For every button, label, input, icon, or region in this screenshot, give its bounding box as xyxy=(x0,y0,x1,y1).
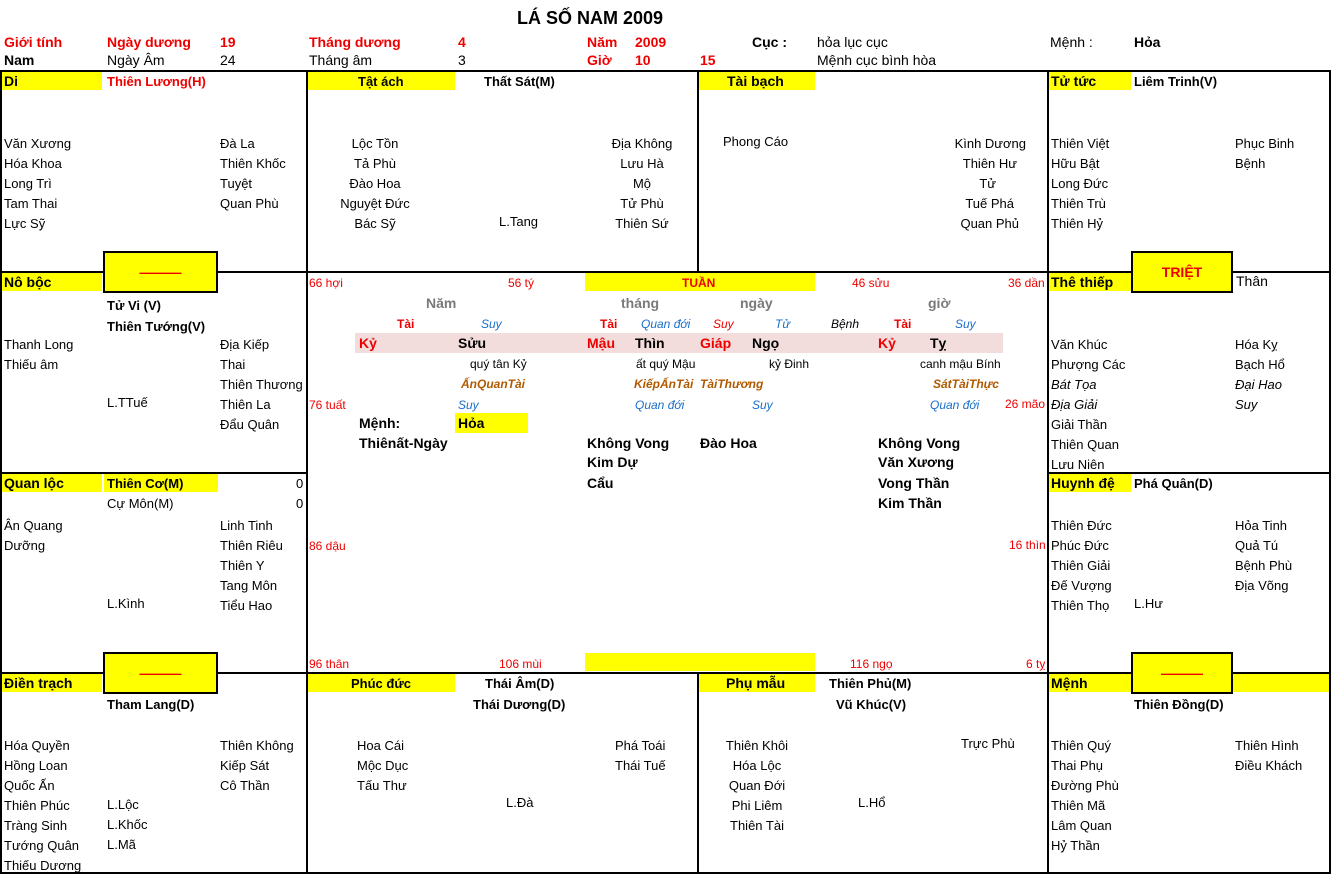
palace-no-boc-right: Địa Kiếp Thai Thiên Thương Thiên La Đẩu Quân xyxy=(220,337,303,432)
grid-line xyxy=(306,70,308,874)
palace-the-thiep-name: Thê thiếp xyxy=(1051,274,1114,290)
palace-quan-loc-star-1: Thiên Cơ(M) xyxy=(107,476,184,491)
cuc-label: Cục : xyxy=(752,34,787,50)
row1-cell: Tài xyxy=(397,317,415,331)
palace-huynh-de-mid: L.Hư xyxy=(1134,596,1163,611)
age-thin: 16 thìn xyxy=(1009,538,1046,552)
nam-label: Năm xyxy=(587,34,618,50)
grid-line xyxy=(697,672,699,874)
palace-huynh-de-main-star: Phá Quân(D) xyxy=(1134,476,1213,491)
palace-quan-loc-num-2: 0 xyxy=(296,496,304,511)
row5-cell: Suy xyxy=(752,398,773,412)
palace-the-thiep-left: Văn Khúc Phượng Các Bát Tọa Địa Giải Giải Thần Thiên Quan Lưu Niên xyxy=(1051,337,1126,472)
palace-phuc-duc-name: Phúc đức xyxy=(351,676,411,691)
row5-cell: Quan đới xyxy=(635,398,685,412)
page-title: LÁ SỐ NAM 2009 xyxy=(517,8,664,28)
extra-star: Kim Dự xyxy=(587,454,638,470)
ngay-am-value: 24 xyxy=(220,52,236,68)
extra-star: Đào Hoa xyxy=(700,435,757,451)
palace-dien-trach-right: Thiên Không Kiếp Sát Cô Thần xyxy=(220,738,294,793)
row5-cell: Suy xyxy=(458,398,479,412)
age-hoi: 66 hợi xyxy=(309,276,343,290)
palace-phuc-duc-right: Phá Toái Thái Tuế xyxy=(615,738,666,773)
center-menh-value: Hỏa xyxy=(458,415,485,431)
palace-quan-loc-name: Quan lộc xyxy=(4,475,64,491)
palace-di-right: Đà La Thiên Khốc Tuyệt Quan Phù xyxy=(220,136,286,211)
yellow-badge: ——— xyxy=(103,652,218,694)
row1-cell: Quan đới xyxy=(641,317,691,331)
palace-tai-bach-right: Kình Dương Thiên Hư Tử Tuế Phá Quan Phủ xyxy=(954,136,1026,231)
age-ty-bot: 6 tỵ xyxy=(1026,657,1046,671)
extra-star: Vong Thần xyxy=(878,475,950,491)
canchi-bar xyxy=(355,333,1003,353)
row1-cell: Tài xyxy=(600,317,618,331)
than-sat: ẤnQuanTài xyxy=(461,377,526,391)
palace-quan-loc-mid: L.Kình xyxy=(107,596,145,611)
palace-phu-mau-star-2: Vũ Khúc(V) xyxy=(836,697,907,712)
chi-nam: Sửu xyxy=(458,335,487,351)
palace-di-main-star: Thiên Lương(H) xyxy=(107,74,206,89)
palace-huynh-de-right: Hỏa Tinh Quả Tú Bệnh Phù Địa Võng xyxy=(1235,518,1293,593)
can-gio: Kỷ xyxy=(878,335,896,351)
thang-am-label: Tháng âm xyxy=(309,52,373,68)
menh-value: Hỏa xyxy=(1134,34,1161,50)
palace-di-name: Di xyxy=(4,73,18,89)
palace-no-boc-mid: L.TTuế xyxy=(107,395,148,410)
palace-quan-loc-left: Ân Quang Dưỡng xyxy=(4,518,63,553)
age-mui: 106 mùi xyxy=(499,657,542,671)
gio-b: 15 xyxy=(700,52,716,68)
palace-quan-loc-star-2: Cự Môn(M) xyxy=(107,496,174,511)
nam-value: 2009 xyxy=(635,34,667,50)
age-dan: 36 dần xyxy=(1008,276,1045,290)
row1-cell: Suy xyxy=(481,317,502,331)
palace-phu-mau-right: Trực Phù xyxy=(961,736,1015,751)
extra-star: Kim Thần xyxy=(878,495,942,511)
thang-am-value: 3 xyxy=(458,52,466,68)
palace-phuc-duc-star-1: Thái Âm(D) xyxy=(485,676,555,691)
gio-a: 10 xyxy=(635,52,651,68)
palace-the-thiep-right: Hóa Kỵ Bạch Hổ Đại Hao Suy xyxy=(1235,337,1285,412)
palace-menh-left: Thiên Quý Thai Phụ Đường Phù Thiên Mã Lâm Quan Hỷ Thần xyxy=(1051,738,1119,853)
cuc-value: hỏa lục cục xyxy=(817,34,888,50)
palace-dien-trach-name: Điền trạch xyxy=(4,675,73,691)
age-than: 96 thân xyxy=(309,657,350,671)
tang-nam: quý tân Kỷ xyxy=(470,357,527,371)
tang-thang: ất quý Mậu xyxy=(636,357,696,371)
menh-cuc: Mệnh cục bình hòa xyxy=(817,52,937,68)
extra-star: Văn Xương xyxy=(878,454,955,470)
age-ty-top: 56 tý xyxy=(508,276,535,290)
palace-phuc-duc-mid: L.Đà xyxy=(506,795,534,810)
grid-line xyxy=(1047,70,1049,874)
palace-tat-ach-mid: L.Tang xyxy=(499,214,539,229)
palace-quan-loc-right: Linh Tinh Thiên Riêu Thiên Y Tang Môn Tiểu Hao xyxy=(220,518,283,613)
grid-line xyxy=(0,70,2,874)
than-label: Thân xyxy=(1236,273,1268,289)
row5-cell: Quan đới xyxy=(930,398,980,412)
row1-cell: Suy xyxy=(955,317,976,331)
palace-menh-name: Mệnh xyxy=(1051,675,1088,691)
palace-phu-mau-mid: L.Hổ xyxy=(858,795,886,810)
chi-ngay: Ngọ xyxy=(752,335,780,351)
row1-cell: Tài xyxy=(894,317,912,331)
palace-quan-loc-num-1: 0 xyxy=(296,476,304,491)
ngay-duong-label: Ngày dương xyxy=(107,34,191,50)
palace-dien-trach-left: Hóa Quyền Hồng Loan Quốc Ấn Thiên Phúc Tràng Sinh Tướng Quân Thiếu Dương xyxy=(4,738,82,873)
gio-label: Giờ xyxy=(587,52,612,68)
tang-ngay: kỷ Đinh xyxy=(769,357,810,371)
grid-line-top xyxy=(0,70,1331,72)
palace-tat-ach-name: Tật ách xyxy=(358,74,404,89)
col-head-ngay: ngày xyxy=(740,295,773,311)
palace-tat-ach-right: Địa Không Lưu Hà Mộ Tử Phù Thiên Sứ xyxy=(611,136,673,231)
age-suu: 46 sửu xyxy=(852,276,890,290)
palace-tu-tuc-left: Thiên Việt Hữu Bật Long Đức Thiên Trù Thiên Hỷ xyxy=(1051,136,1110,231)
palace-no-boc-name: Nô bộc xyxy=(4,274,52,290)
palace-phu-mau-star-1: Thiên Phủ(M) xyxy=(829,676,912,691)
gioi-tinh-value: Nam xyxy=(4,52,35,68)
palace-di-left: Văn Xương Hóa Khoa Long Trì Tam Thai Lực Sỹ xyxy=(4,136,72,231)
palace-no-boc-main-stars: Tử Vi (V) Thiên Tướng(V) xyxy=(107,298,206,334)
center-menh-label: Mệnh: xyxy=(359,415,401,431)
palace-phu-mau-name: Phụ mẫu xyxy=(726,675,786,691)
palace-huynh-de-name: Huynh đệ xyxy=(1051,475,1115,491)
chi-gio: Tỵ xyxy=(930,335,947,351)
palace-tat-ach-left: Lộc Tồn Tả Phù Đào Hoa Nguyệt Đức Bác Sỹ xyxy=(340,136,410,231)
thang-duong-value: 4 xyxy=(458,34,466,50)
gioi-tinh-label: Giới tính xyxy=(4,34,63,50)
grid-line xyxy=(697,70,699,272)
extra-star: Không Vong xyxy=(587,435,670,451)
extra-star: Không Vong xyxy=(878,435,961,451)
palace-phuc-duc-star-2: Thái Dương(D) xyxy=(473,697,566,712)
extra-star: Cẩu xyxy=(587,475,614,491)
palace-huynh-de-left: Thiên Đức Phúc Đức Thiên Giải Đế Vượng Thiên Thọ xyxy=(1051,518,1112,613)
can-nam: Kỷ xyxy=(359,335,377,351)
palace-phu-mau-left: Thiên Khôi Hóa Lộc Quan Đới Phi Liêm Thiên Tài xyxy=(725,738,789,833)
row1-cell: Bệnh xyxy=(831,317,860,331)
thang-duong-label: Tháng dương xyxy=(309,34,401,50)
row1-cell: Suy xyxy=(713,317,734,331)
than-sat: TàiThương xyxy=(700,377,764,391)
palace-tu-tuc-main-star: Liêm Trinh(V) xyxy=(1134,74,1218,89)
palace-menh-right: Thiên Hình Điều Khách xyxy=(1235,738,1303,773)
ngay-duong-value: 19 xyxy=(220,34,236,50)
col-head-nam: Năm xyxy=(426,295,457,311)
palace-tai-bach-name: Tài bạch xyxy=(727,73,784,89)
ngay-am-label: Ngày Âm xyxy=(107,52,165,68)
col-head-gio: giờ xyxy=(928,295,951,311)
age-mao: 26 mão xyxy=(1005,397,1046,411)
menh-label: Mệnh : xyxy=(1050,34,1093,50)
palace-phuc-duc-left: Hoa Cái Mộc Dục Tấu Thư xyxy=(357,738,409,793)
palace-tu-tuc-name: Tử tức xyxy=(1051,73,1097,89)
palace-no-boc-left: Thanh Long Thiếu âm xyxy=(4,337,74,372)
palace-tai-bach-left: Phong Cáo xyxy=(723,134,789,149)
can-ngay: Giáp xyxy=(700,335,732,351)
age-ngo: 116 ngọ xyxy=(850,657,893,671)
than-sat: KiếpẤnTài xyxy=(634,377,694,391)
palace-dien-trach-mid: L.Lộc L.Khốc L.Mã xyxy=(107,797,148,852)
can-thang: Mậu xyxy=(587,335,615,351)
bottom-bar xyxy=(585,653,815,671)
col-head-thang: tháng xyxy=(621,295,660,311)
palace-tu-tuc-right: Phục Binh Bệnh xyxy=(1235,136,1295,171)
palace-dien-trach-main-star: Tham Lang(D) xyxy=(107,697,195,712)
extra-star: Thiênất-Ngày xyxy=(359,435,448,451)
palace-menh-main-star: Thiên Đồng(D) xyxy=(1134,697,1224,712)
tang-gio: canh mậu Bính xyxy=(920,357,1001,371)
triet-badge: TRIỆT xyxy=(1131,251,1233,293)
tuan-label: TUẦN xyxy=(682,276,716,290)
age-tuat: 76 tuất xyxy=(309,398,346,412)
yellow-badge: ——— xyxy=(103,251,218,293)
yellow-badge: ——— xyxy=(1131,652,1233,694)
row1-cell: Tử xyxy=(775,317,790,331)
than-sat: SátTàiThực xyxy=(933,377,999,391)
palace-tat-ach-main-star: Thất Sát(M) xyxy=(484,74,555,89)
age-dau: 86 dậu xyxy=(309,539,346,553)
chi-thang: Thìn xyxy=(635,335,665,351)
